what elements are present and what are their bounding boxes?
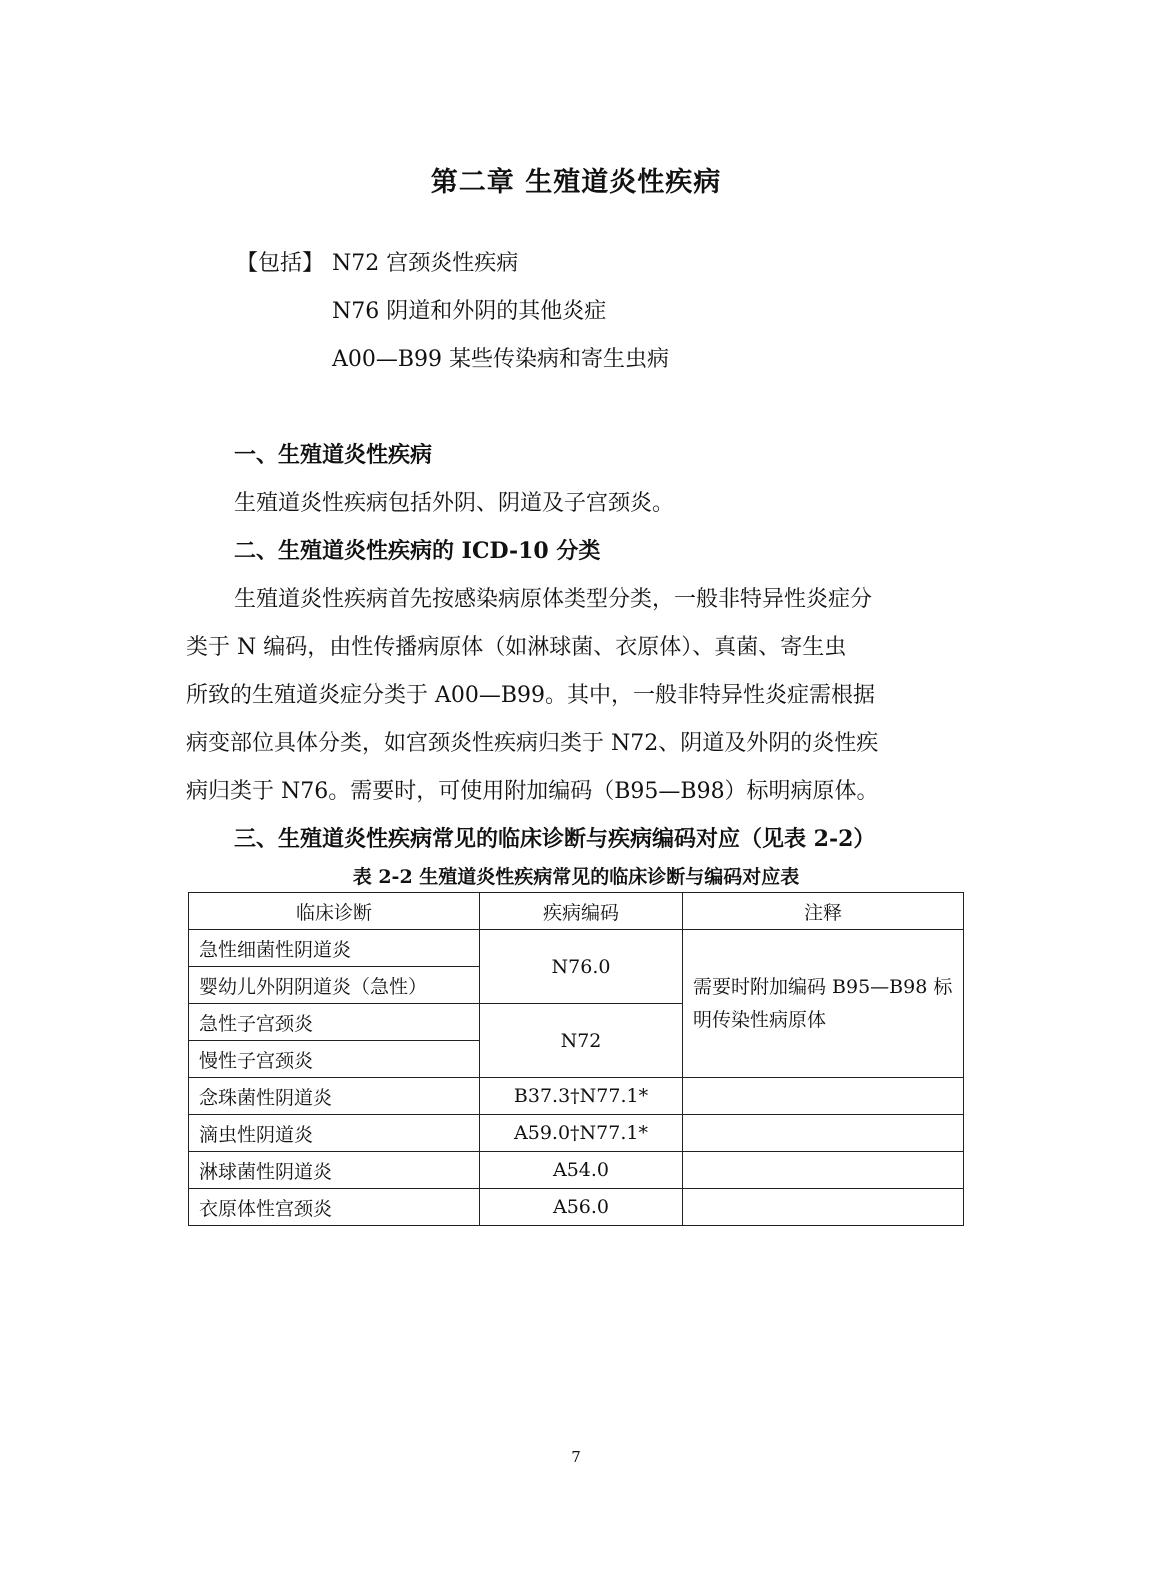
note-cell: 需要时附加编码 B95—B98 标明传染性病原体 (683, 930, 964, 1078)
diagnosis-cell: 滴虫性阴道炎 (189, 1115, 480, 1152)
diagnosis-cell: 急性子宫颈炎 (189, 1004, 480, 1041)
code-cell: A54.0 (480, 1152, 683, 1189)
note-cell (683, 1115, 964, 1152)
paragraph-line: 病变部位具体分类，如宫颈炎性疾病归类于 N72、阴道及外阴的炎性疾 (186, 731, 879, 756)
includes-item: A00—B99 某些传染病和寄生虫病 (332, 347, 670, 372)
column-header-diagnosis: 临床诊断 (189, 893, 480, 930)
chapter-title: 第二章 生殖道炎性疾病 (430, 167, 722, 198)
diagnosis-cell: 慢性子宫颈炎 (189, 1041, 480, 1078)
code-cell: A59.0†N77.1* (480, 1115, 683, 1152)
paragraph-line: 所致的生殖道炎症分类于 A00—B99。其中，一般非特异性炎症需根据 (186, 683, 876, 708)
table-row (189, 1115, 964, 1152)
diagnosis-code-table (188, 892, 964, 1226)
section-heading-2: 二、生殖道炎性疾病的 ICD-10 分类 (234, 538, 601, 564)
diagnosis-cell: 急性细菌性阴道炎 (189, 930, 480, 967)
paragraph-line: 生殖道炎性疾病首先按感染病原体类型分类，一般非特异性炎症分 (234, 587, 873, 612)
code-cell: B37.3†N77.1* (480, 1078, 683, 1115)
section-heading-3: 三、生殖道炎性疾病常见的临床诊断与疾病编码对应（见表 2-2） (234, 826, 876, 852)
table-header-row (189, 893, 964, 930)
column-header-note: 注释 (683, 893, 964, 930)
code-cell: N72 (480, 1004, 683, 1078)
code-cell: N76.0 (480, 930, 683, 1004)
table-row (189, 1152, 964, 1189)
note-cell (683, 1078, 964, 1115)
paragraph-line: 类于 N 编码，由性传播病原体（如淋球菌、衣原体）、真菌、寄生虫 (186, 635, 847, 660)
table-row (189, 1078, 964, 1115)
code-cell: A56.0 (480, 1189, 683, 1226)
table-caption: 表 2-2 生殖道炎性疾病常见的临床诊断与编码对应表 (352, 866, 800, 888)
note-cell (683, 1152, 964, 1189)
includes-item: N72 宫颈炎性疾病 (332, 251, 519, 276)
diagnosis-cell: 婴幼儿外阴阴道炎（急性） (189, 967, 480, 1004)
includes-label: 【包括】 (236, 251, 325, 276)
page-number: 7 (571, 1448, 581, 1466)
section-heading-1: 一、生殖道炎性疾病 (234, 442, 433, 468)
table-row (189, 1189, 964, 1226)
paragraph-line: 病归类于 N76。需要时，可使用附加编码（B95—B98）标明病原体。 (186, 779, 879, 804)
diagnosis-cell: 念珠菌性阴道炎 (189, 1078, 480, 1115)
note-cell (683, 1189, 964, 1226)
diagnosis-cell: 淋球菌性阴道炎 (189, 1152, 480, 1189)
includes-item: N76 阴道和外阴的其他炎症 (332, 299, 607, 324)
diagnosis-cell: 衣原体性宫颈炎 (189, 1189, 480, 1226)
section-1-body: 生殖道炎性疾病包括外阴、阴道及子宫颈炎。 (234, 491, 675, 516)
table-row (189, 930, 964, 967)
column-header-code: 疾病编码 (480, 893, 683, 930)
